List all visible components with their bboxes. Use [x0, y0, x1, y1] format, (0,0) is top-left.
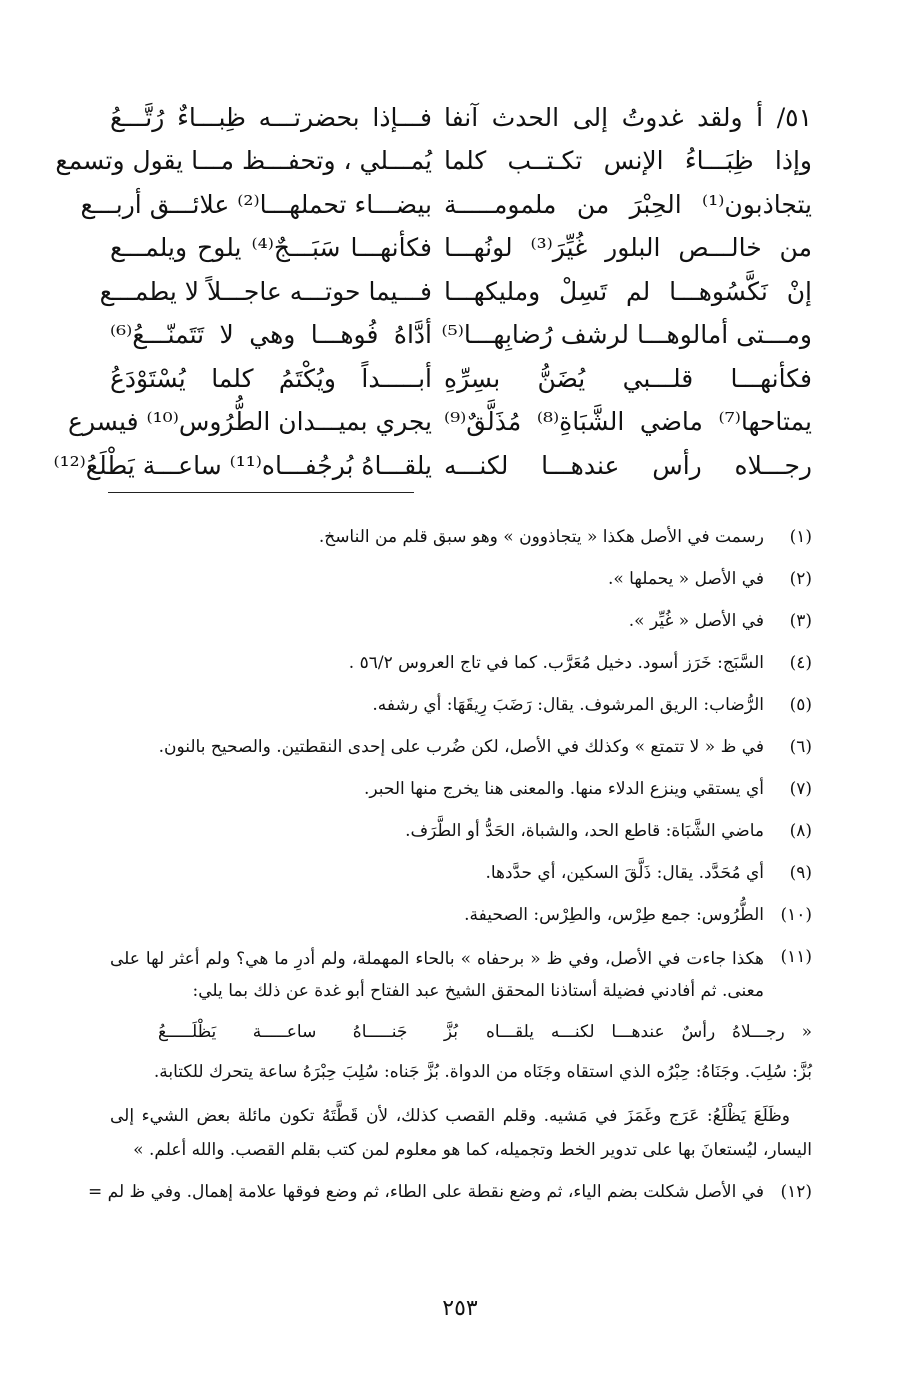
footnote-number: (٤) — [789, 653, 812, 673]
footnote-number: (٥) — [789, 695, 812, 715]
footnote-text: في الأصل « يحملها ». — [607, 569, 764, 589]
first-hemistich: وإذا ظِبَـــاءُ الإنس تكـتــب كلما — [444, 146, 812, 176]
footnote-text: الرُّضاب: الريق المرشوف. يقال: رَضَبَ رِيقَهَا: أي رشفه. — [372, 695, 764, 715]
second-hemistich: يُمـــلي ، وتحفـــظ مـــا يقول وتسمع — [55, 146, 432, 176]
footnote — [110, 859, 812, 901]
verse-line — [99, 270, 812, 314]
first-hemistich: ومـــتى أمالوهـــا لرشف رُضابِهـــا⁽⁵⁾ — [441, 320, 812, 350]
footnote-number: (٦) — [789, 737, 812, 757]
footnote-number: (١٢) — [780, 1182, 812, 1202]
footnote-text: الطُّرُوس: جمع طِرْس، والطِرْس: الصحيفة. — [464, 905, 764, 925]
first-hemistich: يمتاحها⁽⁷⁾ ماضي الشَّبَاةِ⁽⁸⁾ مُذَلَّقٌ⁽⁹⁾ — [444, 407, 812, 437]
footnote-text: في الأصل « غُيِّر ». — [628, 611, 764, 631]
page-number: ٢٥٣ — [442, 1296, 478, 1321]
footnote — [110, 775, 812, 817]
footnote — [110, 523, 812, 565]
second-hemistich: أبـــــداً ويُكْتَمُ كلما يُسْتَوْدَعُ — [110, 363, 432, 393]
first-hemistich: إنْ نَكَّسُوهـــا لم تَسِلْ ومليكهـــا — [444, 276, 812, 306]
second-hemistich: أدَّاهُ فُوهـــا وهي لا تَتَمنّـــعُ⁽⁶⁾ — [110, 320, 432, 350]
second-hemistich: فكأنهـــا سَبَـــجٌ⁽⁴⁾ يلوح ويلمـــع — [110, 233, 432, 263]
verse-line — [110, 314, 812, 358]
footnote — [110, 817, 812, 859]
first-hemistich: من خالـــص البلور غُيِّرَ⁽³⁾ لونُهـــا — [444, 233, 812, 263]
footnotes — [87, 523, 812, 1209]
footnote-text: أي مُحَدَّد. يقال: ذَلَّقَ السكين، أي حدَّدها. — [485, 863, 764, 883]
first-hemistich: ٥١/ أ ولقد غدوتُ إلى الحدث آنفا — [444, 102, 812, 132]
footnote — [110, 901, 812, 943]
second-hemistich: يجري بميـــدان الطُّرُوس⁽¹⁰⁾ فيسرع — [68, 407, 432, 437]
poem-block — [53, 96, 812, 488]
footnote — [110, 565, 812, 607]
footnote-number: (٢) — [789, 569, 812, 589]
verse-line — [55, 140, 812, 184]
footnote — [110, 649, 812, 691]
footnote-number: (٨) — [789, 821, 812, 841]
quoted-verse — [110, 1009, 812, 1055]
footnote-text: في الأصل شكلت بضم الياء، ثم وضع نقطة على الطاء، ثم وضع فوقها علامة إهمال. وفي ظ لم = — [87, 1182, 764, 1202]
footnote-text: في ظ « لا تتمتع » وكذلك في الأصل، لكن ضُرب على إحدى النقطتين. والصحيح بالنون. — [158, 737, 764, 757]
footnote-text: ماضي الشَّبَاة: قاطع الحد، والشباة، الحَدُّ أو الطَّرَف. — [405, 821, 764, 841]
footnote-number: (١٠) — [780, 905, 812, 925]
verse-line — [68, 401, 812, 445]
footnote — [110, 943, 812, 1007]
quoted-second-hemistich: بُزَّ جَنـــــاهُ ساعـــــة يَظْلَـــــعُ — [158, 1022, 458, 1042]
first-hemistich: يتجاذبون⁽¹⁾ الحِبْرَ من ملمومـــــة — [444, 189, 812, 219]
footnote — [87, 1175, 812, 1209]
explanation-paragraph: وظَلَعَ يَظْلَعُ: عَرَج وغَمَزَ في مَشيه. وقلم القصب كذلك، لأن قَطَّتَهُ تكون مائلة بعض الشيء إلى اليسار، ليُستعانَ بها على تدوير الخط وتجميله، كما هو معلوم لمن كتب بقلم القصب. والله أعلم. » — [110, 1106, 812, 1160]
footnote-text: هكذا جاءت في الأصل، وفي ظ « برحفاه » بالحاء المهملة، ولم أدرِ ما هي؟ ولم أعثر لها على معنى. ثم أفادني فضيلة أستاذنا المحقق الشيخ عبد الفتاح أبو غدة عن ذلك بما يلي: — [110, 949, 764, 1001]
footnote-number: (٩) — [789, 863, 812, 883]
verse-line — [110, 357, 812, 401]
verse-line — [110, 227, 812, 271]
second-hemistich: فـــيما حوتـــه عاجـــلاً لا يطمـــع — [99, 276, 432, 306]
footnote — [110, 691, 812, 733]
footnote-number: (٣) — [789, 611, 812, 631]
footnote-number: (١١) — [780, 947, 812, 967]
footnote — [110, 607, 812, 649]
verse-line — [53, 444, 812, 488]
first-hemistich: رجـــلاه رأس عندهـــا لكنـــه — [444, 450, 812, 480]
footnote-separator — [108, 492, 414, 493]
explanation-paragraph: بُزَّ: سُلِبَ. وجَنَاهُ: حِبْرُه الذي استقاه وجَنَاه من الدواة. بُزَّ جَناه: سُلِبَ حِبْرَهُ ساعة يتحرك للكتابة. — [153, 1062, 812, 1082]
quoted-first-hemistich: « رجـــلاهُ رأسٌ عندهـــا لكنـــه يلقـــاه — [486, 1022, 812, 1042]
footnote-number: (٧) — [789, 779, 812, 799]
footnote-text: السَّبَج: خَرَز أسود. دخيل مُعَرَّب. كما في تاج العروس ٥٦/٢ . — [348, 653, 764, 673]
verse-line — [110, 96, 812, 140]
second-hemistich: فـــإذا بحضرتـــه ظِبـــاءٌ رُتَّـــعُ — [110, 102, 432, 132]
first-hemistich: فكأنهـــا قلـــبي يُضَنُّ بسِرِّهِ — [444, 363, 812, 393]
footnote-number: (١) — [789, 527, 812, 547]
second-hemistich: يلقـــاهُ بُرجُفـــاه⁽¹¹⁾ ساعـــة يَطْلَعُ⁽¹²⁾ — [53, 450, 432, 480]
footnote-text: رسمت في الأصل هكذا « يتجاذوون » وهو سبق قلم من الناسخ. — [318, 527, 764, 547]
footnote — [110, 733, 812, 775]
verse-line — [80, 183, 812, 227]
second-hemistich: بيضـــاء تحملهـــا⁽²⁾ علائـــق أربـــع — [80, 189, 432, 219]
footnote-text: أي يستقي وينزع الدلاء منها. والمعنى هنا يخرج منها الحبر. — [363, 779, 764, 799]
